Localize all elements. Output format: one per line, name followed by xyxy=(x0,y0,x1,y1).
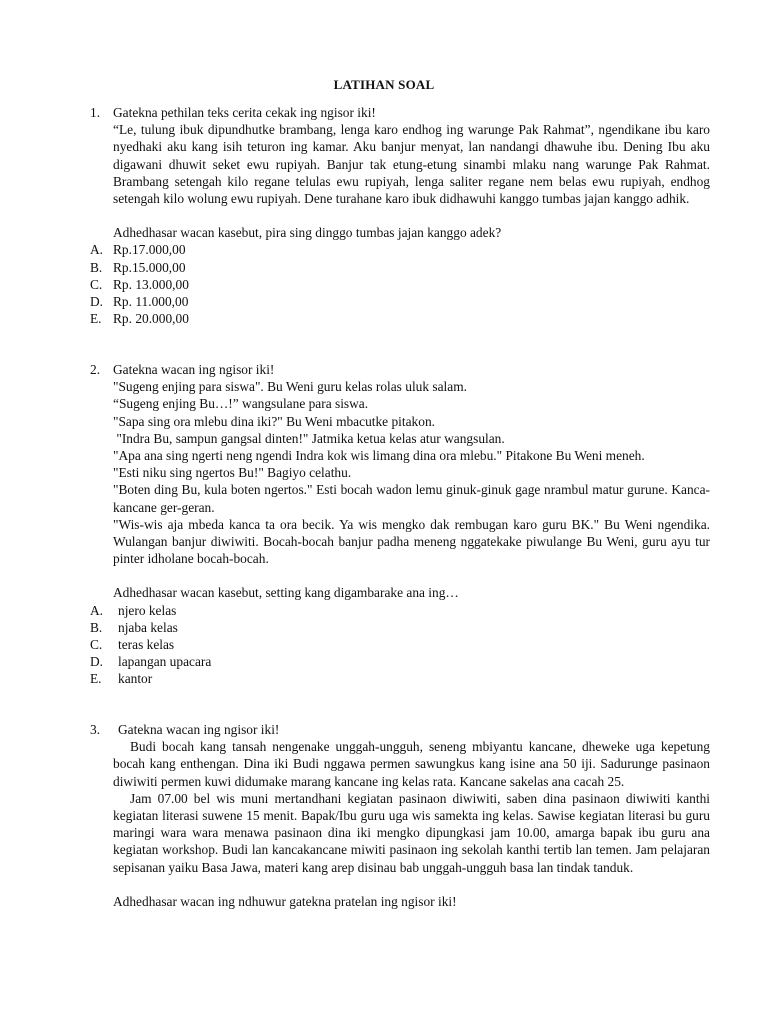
dialogue-line: "Boten ding Bu, kula boten ngertos." Esti bocah wadon lemu ginuk-ginuk gage nrambul matur gurune. Kanca-kancane ger-geran. xyxy=(113,482,710,515)
option-letter: A. xyxy=(90,242,104,258)
option-letter: A. xyxy=(90,602,104,618)
option-text: Rp. 13.000,00 xyxy=(113,276,189,292)
question-3 xyxy=(90,721,710,910)
option-a[interactable] xyxy=(90,241,710,258)
option-text: Rp. 11.000,00 xyxy=(113,294,189,310)
option-text: kantor xyxy=(118,671,153,687)
reading-paragraph: Jam 07.00 bel wis muni mertandhani kegiatan pasinaon diwiwiti, saben dina pasinaon diwiwiti kanthi kegiatan literasi suwene 15 menit. Bapak/Ibu guru uga wis samekta ing kelas. Sawise kegiatan literasi bu guru maringi wara wara menawa pasinaon dina iki mengko dipungkasi jam 10.00, amarga bapak ibu guru ana kegiatan workshop. Budi lan kancakancane miwiti pasinaon ing sekolah kanthi tertib lan temen. Jam pelajaran sepisanan yaiku Basa Jawa, materi kang arep disinau bab unggah-ungguh basa lan tindak tanduk. xyxy=(113,790,710,875)
question-intro: Gatekna wacan ing ngisor iki! xyxy=(113,362,275,377)
question-number: 2. xyxy=(90,362,101,377)
option-letter: B. xyxy=(90,259,103,275)
question-1 xyxy=(90,104,710,327)
option-text: njero kelas xyxy=(118,602,177,618)
option-text: Rp.17.000,00 xyxy=(113,242,186,258)
question-intro: Gatekna pethilan teks cerita cekak ing ngisor iki! xyxy=(113,105,376,120)
option-text: Rp.15.000,00 xyxy=(113,259,186,275)
option-letter: D. xyxy=(90,294,104,310)
dialogue-line: “Sugeng enjing Bu…!” wangsulane para siswa. xyxy=(113,396,369,412)
story-text: “Le, tulung ibuk dipundhutke brambang, lenga karo endhog ing warunge Pak Rahmat”, ngendikane ibu karo nyedhaki aku kang isih teturon ing kamar. Aku banjur menyat, lan nandangi dhawuhe ibu. Dening Ibu aku digawani dhuwit seket ewu rupiyah. Banjur tak etung-etung sinambi mlaku nang warunge Pak Rahmat. Brambang setengah kilo regane telulas ewu rupiyah, lenga saliter regane nem belas ewu rupiyah, endhog setengah kilo wolung ewu rupiyah. Dene turahane karo ibuk didhawuhi kanggo tumbas jajan kanggo adhik. xyxy=(113,122,710,207)
dialogue-line: "Wis-wis aja mbeda kanca ta ora becik. Ya wis mengko dak rembugan karo guru BK." Bu Weni ngendika. Wulangan banjur diwiwiti. Bocah-bocah banjur padha meneng nggatekake piwulange Bu Weni, guru ayu tur pinter idholane bocah-bocah. xyxy=(113,516,710,567)
options-list xyxy=(90,241,710,327)
options-list xyxy=(90,602,710,688)
option-letter: C. xyxy=(90,637,103,653)
option-text: Rp. 20.000,00 xyxy=(113,311,189,327)
question-prompt: Adhedhasar wacan kasebut, pira sing dinggo tumbas jajan kanggo adek? xyxy=(113,225,502,241)
dialogue-line: "Sapa sing ora mlebu dina iki?" Bu Weni mbacutke pitakon. xyxy=(113,413,435,429)
option-c[interactable] xyxy=(90,276,710,293)
question-body xyxy=(113,361,710,602)
option-d[interactable] xyxy=(90,653,710,670)
option-a[interactable] xyxy=(90,602,710,619)
option-c[interactable] xyxy=(90,636,710,653)
spacer xyxy=(113,567,710,584)
reading-paragraph: Budi bocah kang tansah nengenake unggah-ungguh, seneng mbiyantu kancane, dheweke uga kepetung bocah kang enthengan. Dina iki Budi nggawa permen sawungkus kang isine ana 50 iji. Sadurunge pasinaon diwiwiti permen kuwi didumake marang kancane ing kelas rata. Kancane sakelas ana cacah 25. xyxy=(113,739,710,789)
question-prompt: Adhedhasar wacan kasebut, setting kang digambarake ana ing… xyxy=(113,585,459,601)
dialogue-line: "Sugeng enjing para siswa". Bu Weni guru kelas rolas uluk salam. xyxy=(113,379,467,395)
option-text: njaba kelas xyxy=(118,619,178,635)
spacer xyxy=(113,207,710,224)
option-e[interactable] xyxy=(90,310,710,327)
question-number: 3. xyxy=(90,722,101,737)
option-letter: B. xyxy=(90,619,103,635)
dialogue-line: "Indra Bu, sampun gangsal dinten!" Jatmika ketua kelas atur wangsulan. xyxy=(113,430,505,446)
option-d[interactable] xyxy=(90,293,710,310)
option-letter: C. xyxy=(90,276,103,292)
question-2 xyxy=(90,361,710,688)
question-body xyxy=(113,721,710,910)
option-e[interactable] xyxy=(90,670,710,687)
option-letter: E. xyxy=(90,671,102,687)
question-body xyxy=(113,104,710,241)
option-b[interactable] xyxy=(90,259,710,276)
question-number: 1. xyxy=(90,105,101,120)
page-title: LATIHAN SOAL xyxy=(333,77,435,92)
question-prompt: Adhedhasar wacan ing ndhuwur gatekna pratelan ing ngisor iki! xyxy=(113,893,457,909)
option-text: teras kelas xyxy=(118,637,175,653)
dialogue-line: "Esti niku sing ngertos Bu!" Bagiyo celathu. xyxy=(113,465,352,481)
option-letter: D. xyxy=(90,654,104,670)
option-b[interactable] xyxy=(90,619,710,636)
dialogue-line: "Apa ana sing ngerti neng ngendi Indra kok wis limang dina ora mlebu." Pitakone Bu Weni meneh. xyxy=(113,448,645,464)
question-intro: Gatekna wacan ing ngisor iki! xyxy=(118,722,280,737)
option-letter: E. xyxy=(90,311,102,327)
spacer xyxy=(118,876,710,893)
option-text: lapangan upacara xyxy=(118,654,212,670)
